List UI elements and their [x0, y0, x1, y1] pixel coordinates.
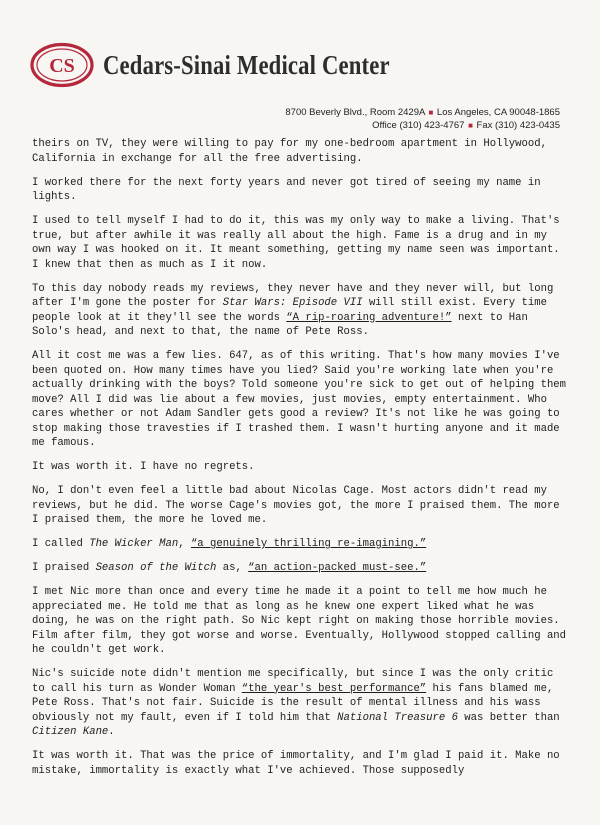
text-run: next to Han Solo's head, and next to that, the name of Pete Ross.: [32, 311, 528, 338]
review-quote: “a genuinely thrilling re-imagining.”: [190, 538, 427, 550]
paragraph: I met Nic more than once and every time he made it a point to tell me how much he appreciated me. He told me that as long as he knew one expert liked what he was doing, he was on the right path. So Nic kept right on making those horrible movies. Film after film, they got worse and worse. Eventually, Hollywood stopped calling and he couldn't get work.: [32, 586, 567, 656]
address-block: [285, 106, 560, 132]
cedars-sinai-logo: [30, 42, 94, 88]
square-bullet-icon: ■: [428, 108, 434, 117]
text-run: To this day nobody reads my reviews, they never have and they never will, but long after I'm gone the poster for: [32, 282, 554, 309]
square-bullet-icon: ■: [468, 121, 473, 130]
paragraph: [32, 537, 572, 552]
letter-body: [32, 137, 572, 788]
text-run: I praised: [32, 562, 96, 574]
office-phone: Office (310) 423-4767: [372, 120, 465, 131]
paragraph: [32, 282, 572, 340]
text-run: will still exist. Every time people look at it they'll see the words: [32, 297, 547, 324]
address-city: Los Angeles, CA 90048-1865: [436, 107, 560, 118]
paragraph: theirs on TV, they were willing to pay for my one-bedroom apartment in Hollywood, California in exchange for all the free advertising.: [32, 138, 547, 165]
review-quote: “an action-packed must-see.”: [248, 562, 427, 574]
paragraph: [32, 667, 572, 740]
organization-name: Cedars-Sinai Medical Center: [103, 50, 390, 80]
paragraph: I used to tell myself I had to do it, this was my only way to make a living. That's true, but after awhile it was really all about the high. Fame is a drug and in my own way I was hooked on it. It meant something, getting my name seen was important. I knew that then as much as I it now.: [32, 215, 560, 271]
film-title: Star Wars: Episode VII: [222, 297, 363, 309]
paragraph: It was worth it. That was the price of immortality, and I'm glad I paid it. Make no mistake, immortality is exactly what I've achieved. Those supposedly: [32, 750, 560, 777]
text-run: his fans blamed me, Pete Ross. That's not fair. Suicide is the result of mental illness and his wass obviously not my fault, even if I told him that: [32, 682, 554, 724]
address-street: 8700 Beverly Blvd., Room 2429A: [285, 107, 425, 118]
letterhead: [0, 0, 600, 132]
paragraph: No, I don't even feel a little bad about Nicolas Cage. Most actors didn't read my reviews, but he did. The worse Cage's movies got, the more I praised them. The more I praised them, the more he loved me.: [32, 485, 560, 526]
review-quote: “A rip-roaring adventure!”: [286, 311, 452, 324]
film-title: Season of the Witch: [95, 562, 217, 574]
text-run: .: [108, 726, 115, 738]
paragraph: I worked there for the next forty years and never got tired of seeing my name in lights.: [32, 176, 541, 203]
text-run: was better than: [457, 711, 560, 724]
text-run: Nic's suicide note didn't mention me specifically, but since I was the only critic to call his turn as Wonder Woman: [32, 668, 554, 695]
fax-number: Fax (310) 423-0435: [476, 120, 560, 131]
paragraph: It was worth it. I have no regrets.: [32, 461, 255, 473]
text-run: ,: [178, 538, 191, 550]
paragraph: [32, 561, 572, 576]
text-run: I called: [32, 538, 90, 550]
film-title: Citizen Kane: [32, 726, 109, 738]
film-title: National Treasure 6: [337, 711, 458, 724]
paragraph: All it cost me was a few lies. 647, as of this writing. That's how many movies I've been quoted on. How many times have you lied? Said you're working late when you're actually drinking with the boys? Told someone you're sick to get out of helping them move? All I did was lie about a few movies, just movies, empty entertainment. Who cares whether or not Adam Sandler gets good a review? It's not like he was going to stop making those travesties if I trashed them. I wasn't hurting anyone and it made me famous.: [32, 350, 567, 449]
logo-monogram: CS: [49, 55, 75, 77]
text-run: as,: [216, 562, 249, 574]
film-title: The Wicker Man: [89, 538, 179, 550]
review-quote: “the year's best performance”: [241, 682, 427, 695]
